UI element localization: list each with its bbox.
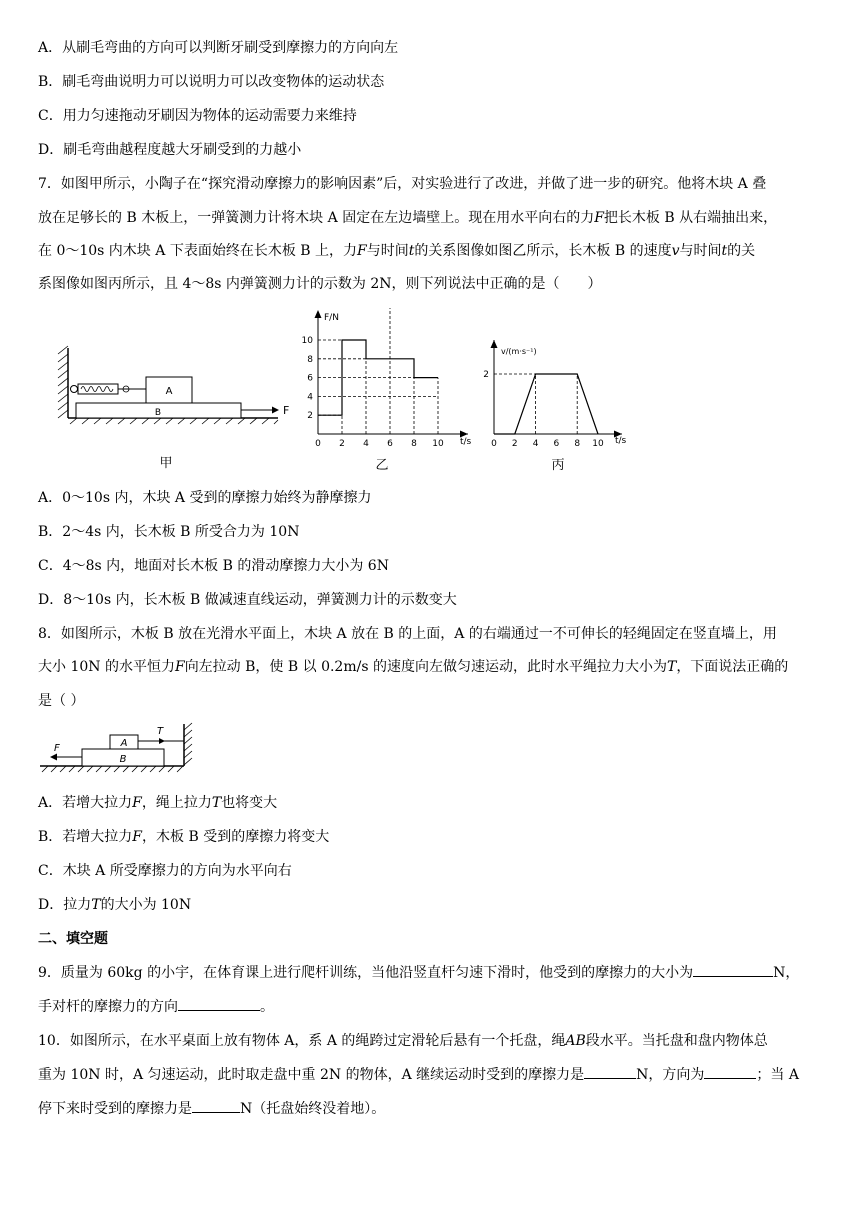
- q6-option-a: A．从刷毛弯曲的方向可以判断牙刷受到摩擦力的方向向左: [38, 40, 399, 56]
- q10-line2: 重为 10N 时，A 匀速运动，此时取走盘中重 2N 的物体，A 继续运动时受到的摩擦力是 N，方向为 ；当 A: [38, 1064, 799, 1084]
- q8-option-a: A．若增大拉力F，绳上拉力T也将变大: [38, 795, 278, 811]
- q7-option-c: C．4～8s 内，地面对长木板 B 的滑动摩擦力大小为 6N: [38, 558, 389, 574]
- q7-figure-bing: [484, 330, 644, 472]
- x-tick-label: 8: [574, 439, 581, 449]
- x-tick-label: 0: [315, 439, 321, 449]
- q8-option-b: B．若增大拉力F，木板 B 受到的摩擦力将变大: [38, 829, 330, 845]
- yi-xlabel: t/s: [460, 437, 472, 447]
- q8-stem-line1: 8．如图所示，木板 B 放在光滑水平面上，木块 A 放在 B 的上面，A 的右端通过一不可伸长的轻绳固定在竖直墙上，用: [38, 626, 777, 642]
- q8-fig-label-t: T: [157, 726, 164, 737]
- jia-label-b: B: [154, 408, 162, 418]
- x-tick-label: 10: [432, 439, 444, 449]
- q7-stem-line2: 放在足够长的 B 木板上，一弹簧测力计将木块 A 固定在左边墙壁上。现在用水平向右的力F把长木板 B 从右端抽出来，: [38, 210, 778, 226]
- y-tick-label: 10: [301, 336, 313, 346]
- q7-option-a: A．0～10s 内，木块 A 受到的摩擦力始终为静摩擦力: [38, 490, 372, 506]
- q9-blank-1[interactable]: [693, 962, 773, 977]
- x-tick-label: 8: [411, 439, 417, 449]
- y-tick-label: 6: [307, 373, 313, 384]
- jia-label-f: F: [283, 404, 290, 417]
- bing-series-line: [494, 374, 598, 434]
- q10-blank-2[interactable]: [704, 1064, 756, 1079]
- q6-option-b: B．刷毛弯曲说明力可以说明力可以改变物体的运动状态: [38, 74, 385, 90]
- yi-caption: 乙: [375, 458, 389, 473]
- x-tick-label: 0: [491, 439, 497, 449]
- q9-line2: 手对杆的摩擦力的方向 。: [38, 996, 274, 1016]
- q7-stem-line3: 在 0～10s 内木块 A 下表面始终在长木板 B 上，力F与时间t的关系图像如图乙所示，长木板 B 的速度v与时间t的关: [38, 243, 756, 259]
- x-tick-label: 4: [363, 439, 369, 449]
- y-tick-label: 2: [483, 370, 489, 380]
- y-tick-label: 2: [307, 411, 313, 422]
- q6-option-d: D．刷毛弯曲越程度越大牙刷受到的力越小: [38, 142, 302, 158]
- q8-stem-line2: 大小 10N 的水平恒力F向左拉动 B，使 B 以 0.2m/s 的速度向左做匀速运动，此时水平绳拉力大小为T，下面说法正确的: [38, 659, 789, 675]
- q7-figure-jia: [50, 340, 300, 472]
- q9-line1: 9．质量为 60kg 的小宇，在体育课上进行爬杆训练，当他沿竖直杆匀速下滑时，他受到的摩擦力的大小为 N，: [38, 962, 799, 982]
- q9-blank-2[interactable]: [178, 996, 260, 1011]
- q8-stem-line3: 是（ ）: [38, 693, 85, 709]
- q8-option-d: D．拉力T的大小为 10N: [38, 897, 192, 913]
- y-tick-label: 4: [307, 392, 313, 403]
- q8-fig-label-f: F: [54, 743, 60, 754]
- x-tick-label: 10: [592, 439, 604, 449]
- x-tick-label: 2: [339, 439, 345, 449]
- bing-caption: 丙: [551, 458, 565, 473]
- q10-blank-1[interactable]: [584, 1064, 636, 1079]
- q8-fig-label-a: A: [120, 738, 128, 749]
- q7-figure-yi: [298, 308, 490, 472]
- x-tick-label: 6: [553, 439, 560, 449]
- jia-caption: 甲: [159, 456, 173, 471]
- bing-ylabel: v/(m·s⁻¹): [501, 347, 537, 356]
- q8-fig-label-b: B: [119, 754, 127, 765]
- q7-option-d: D．8～10s 内，长木板 B 做减速直线运动，弹簧测力计的示数变大: [38, 592, 457, 608]
- x-tick-label: 2: [511, 439, 518, 449]
- section-heading-fill-in: 二、填空题: [38, 931, 108, 947]
- q7-option-b: B．2～4s 内，长木板 B 所受合力为 10N: [38, 524, 300, 540]
- y-tick-label: 8: [307, 354, 313, 365]
- q8-figure: [38, 720, 198, 778]
- q8-option-c: C．木块 A 所受摩擦力的方向为水平向右: [38, 863, 292, 879]
- q10-blank-3[interactable]: [192, 1098, 240, 1113]
- q10-line3: 停下来时受到的摩擦力是 N（托盘始终没着地）。: [38, 1098, 385, 1118]
- x-tick-label: 4: [532, 439, 539, 449]
- q7-stem-line4: 系图像如图丙所示，且 4～8s 内弹簧测力计的示数为 2N，则下列说法中正确的是（ ）: [38, 276, 602, 292]
- yi-ylabel: F/N: [324, 313, 339, 323]
- bing-xlabel: t/s: [615, 436, 627, 446]
- x-tick-label: 6: [387, 439, 393, 449]
- q10-line1: 10．如图所示，在水平桌面上放有物体 A，系 A 的绳跨过定滑轮后悬有一个托盘，绳AB段水平。当托盘和盘内物体总: [38, 1033, 768, 1049]
- jia-label-a: A: [165, 386, 173, 397]
- q7-stem-line1: 7．如图甲所示，小陶子在“探究滑动摩擦力的影响因素”后，对实验进行了改进，并做了进一步的研究。他将木块 A 叠: [38, 176, 767, 192]
- q6-option-c: C．用力匀速拖动牙刷因为物体的运动需要力来维持: [38, 108, 357, 124]
